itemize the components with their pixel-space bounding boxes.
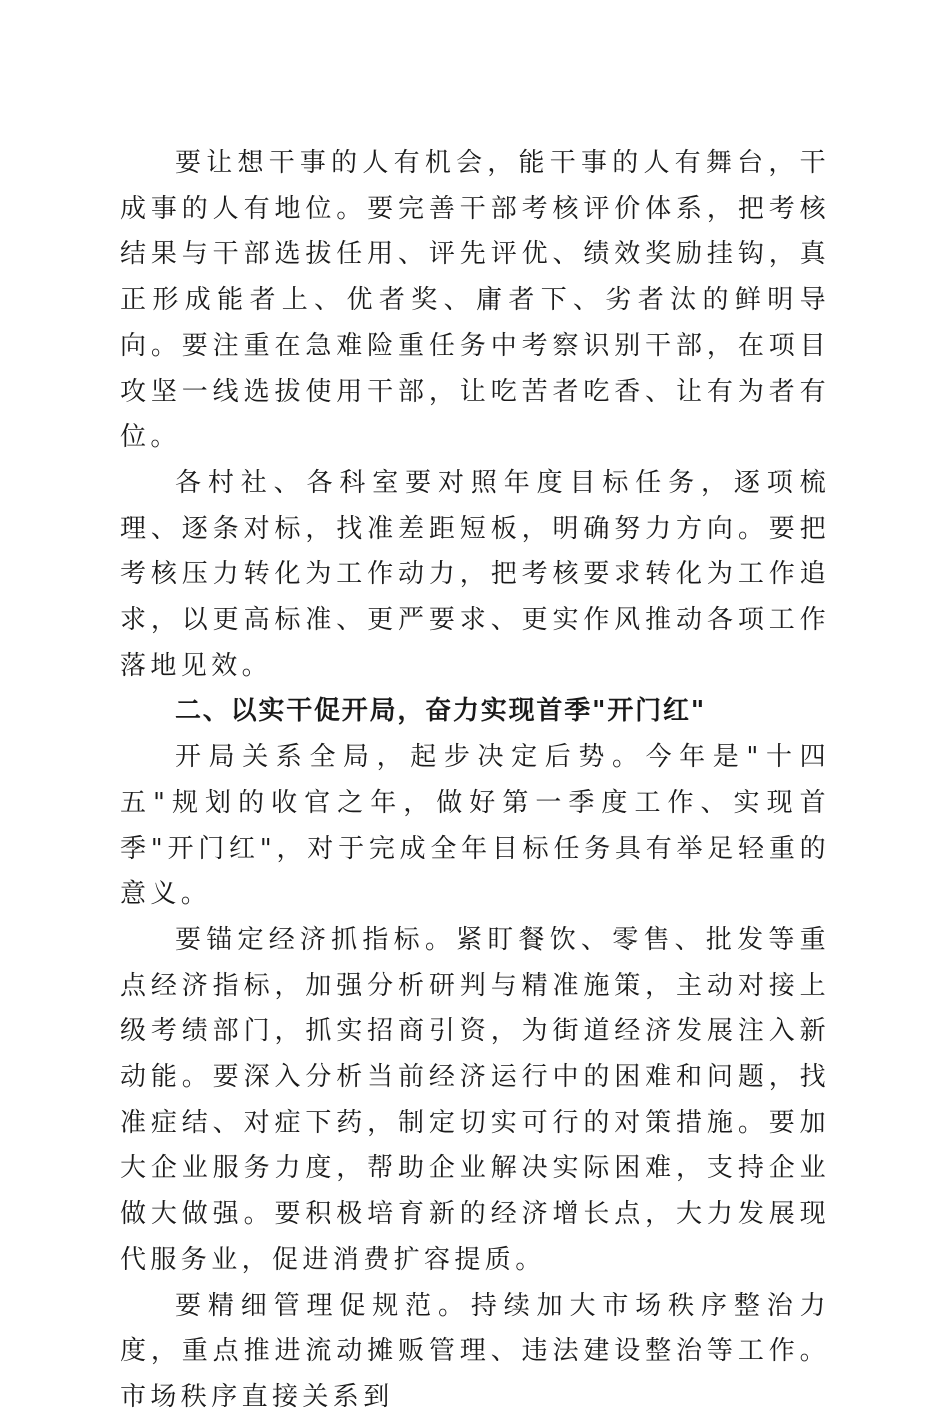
- body-paragraph-opening: 开局关系全局，起步决定后势。今年是"十四五"规划的收官之年，做好第一季度工作、实现首季"开门红"，对于完成全年目标任务具有举足轻重的意义。: [120, 742, 830, 910]
- body-paragraph-cadre-evaluation: 要让想干事的人有机会，能干事的人有舞台，干成事的人有地位。要完善干部考核评价体系，把考核结果与干部选拔任用、评先评优、绩效奖励挂钩，真正形成能者上、优者奖、庸者下、劣者汰的鲜明导向。要注重在急难险重任务中考察识别干部，在项目攻坚一线选拔使用干部，让吃苦者吃香、让有为者有位。: [120, 148, 830, 453]
- body-paragraph-target-tasks: 各村社、各科室要对照年度目标任务，逐项梳理、逐条对标，找准差距短板，明确努力方向。要把考核压力转化为工作动力，把考核要求转化为工作追求，以更高标准、更严要求、更实作风推动各项工作落地见效。: [120, 467, 830, 681]
- section-heading-2: 二、以实干促开局，奋力实现首季"开门红": [175, 696, 707, 727]
- document-page: [120, 141, 830, 1421]
- body-paragraph-management: 要精细管理促规范。持续加大市场秩序整治力度，重点推进流动摊贩管理、违法建设整治等工作。市场秩序直接关系到: [120, 1290, 830, 1412]
- body-paragraph-economy: 要锚定经济抓指标。紧盯餐饮、零售、批发等重点经济指标，加强分析研判与精准施策，主动对接上级考绩部门，抓实招商引资，为街道经济发展注入新动能。要深入分析当前经济运行中的困难和问题，找准症结、对症下药，制定切实可行的对策措施。要加大企业服务力度，帮助企业解决实际困难，支持企业做大做强。要积极培育新的经济增长点，大力发展现代服务业，促进消费扩容提质。: [120, 924, 830, 1275]
